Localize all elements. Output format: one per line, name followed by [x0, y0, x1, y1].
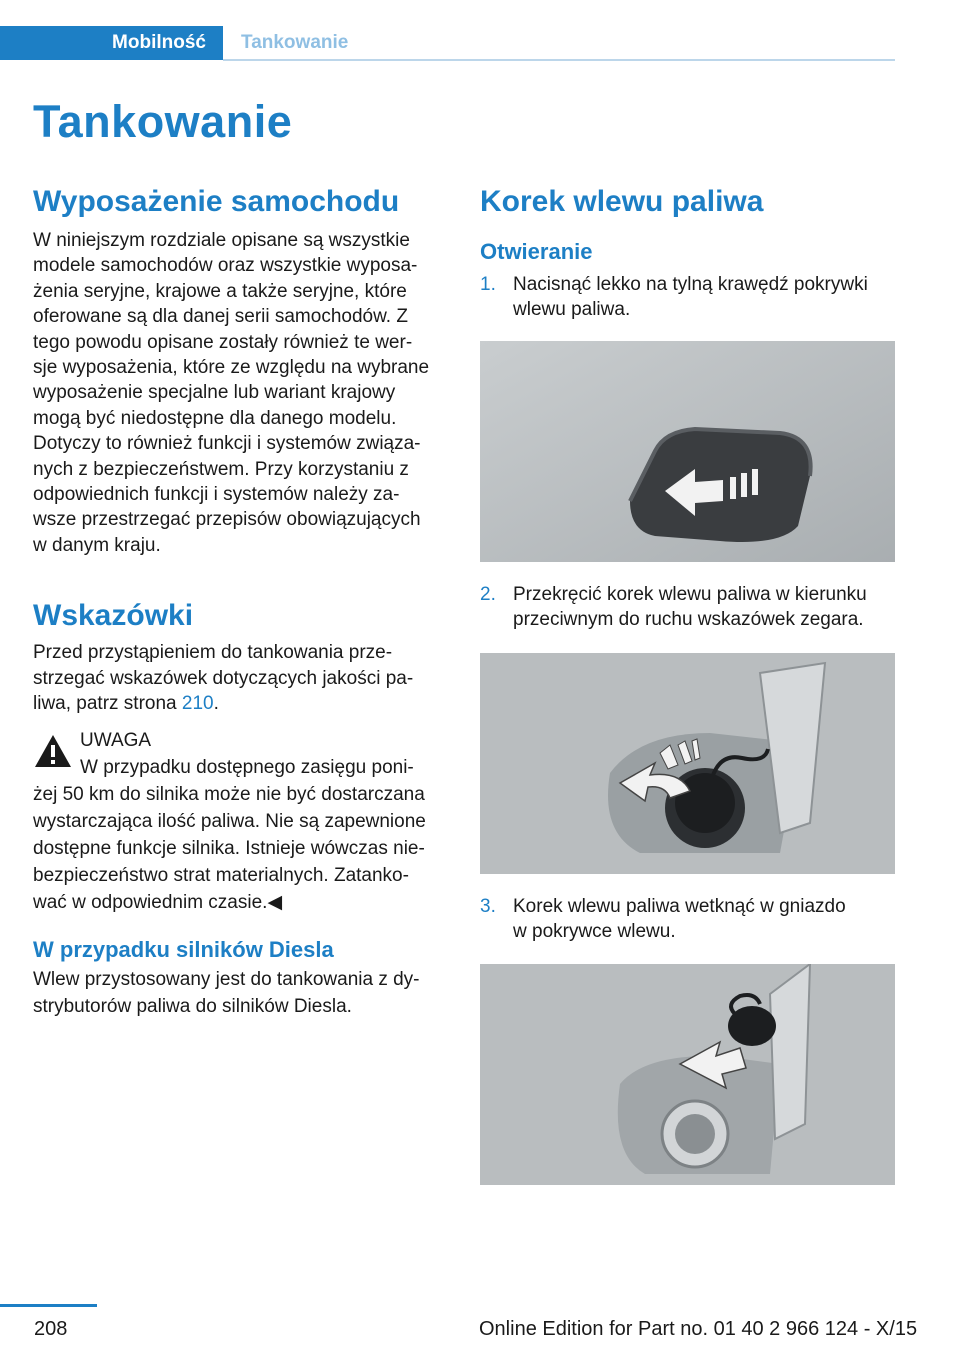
- text-line: wsze przestrzegać przepisów obowiązujących: [33, 509, 421, 531]
- chapter-tab-mobilnosc[interactable]: Mobilność: [0, 26, 223, 60]
- text-line: strybutorów paliwa do silników Diesla.: [33, 995, 352, 1017]
- text-line: w pokrywce wlewu.: [513, 921, 676, 943]
- text-line: strzegać wskazówek dotyczących jakości pa‐: [33, 667, 414, 689]
- section-title-equipment: Wyposażenie samochodu: [33, 185, 400, 218]
- photo-insert-cap: [480, 964, 895, 1185]
- text-line: W niniejszym rozdziale opisane są wszystkie: [33, 230, 410, 251]
- step-3: [480, 894, 896, 945]
- text-line: mogą być niedostępne dla danego modelu.: [33, 407, 397, 429]
- photo-turn-cap: [480, 653, 895, 874]
- text-line: wystarczająca ilość paliwa. Nie są zapewnione: [33, 810, 426, 832]
- text-line: bezpieczeństwo strat materialnych. Zatanko‐: [33, 864, 409, 886]
- section-title-fuel-cap: Korek wlewu paliwa: [480, 185, 764, 218]
- text-line: Nacisnąć lekko na tylną krawędź pokrywki: [513, 274, 868, 295]
- warning-label: UWAGA: [80, 729, 152, 751]
- photo-press-flap: [480, 341, 895, 562]
- text-line: nych z bezpieczeństwem. Przy korzystaniu z: [33, 458, 409, 480]
- text-line: odpowiednich funkcji i systemów należy za‐: [33, 484, 400, 506]
- subsection-title-opening: Otwieranie: [480, 239, 593, 264]
- page-title: Tankowanie: [33, 96, 293, 147]
- text-line: liwa, patrz strona: [33, 693, 182, 715]
- diesel-paragraph: [33, 966, 445, 1020]
- footer-rule: [0, 1304, 97, 1307]
- text-line: modele samochodów oraz wszystkie wyposa‐: [33, 255, 418, 277]
- text-line: żenia seryjne, krajowe a także seryjne, które: [33, 280, 407, 302]
- step-number: 2.: [480, 583, 496, 605]
- warning-text-indented: W przypadku dostępnego zasięgu poni‐: [80, 756, 414, 778]
- text-line: żej 50 km do silnika może nie być dostarczana: [33, 783, 425, 805]
- step-1: [480, 272, 896, 323]
- text-line: dostępne funkcje silnika. Istnieje wówczas nie‐: [33, 837, 425, 859]
- page-number: 208: [34, 1318, 68, 1340]
- edition-note: Online Edition for Part no. 01 40 2 966 124 - X/15: [479, 1318, 918, 1340]
- text-line: wlewu paliwa.: [513, 299, 631, 321]
- text-line: Przed przystąpieniem do tankowania prze‐: [33, 642, 393, 664]
- text-line: .: [213, 693, 219, 715]
- text-line: Wlew przystosowany jest do tankowania z dy‐: [33, 968, 420, 990]
- header-rule: [223, 59, 895, 61]
- text-line: sje wyposażenia, które ze względu na wybrane: [33, 357, 430, 379]
- page-link-210[interactable]: 210: [181, 693, 214, 715]
- text-line: Przekręcić korek wlewu paliwa w kierunku: [513, 583, 867, 605]
- text-line: w danym kraju.: [33, 534, 161, 556]
- section-title-hints: Wskazówki: [33, 599, 194, 633]
- subsection-title-diesel: W przypadku silników Diesla: [33, 936, 334, 962]
- step-2: [480, 582, 896, 633]
- warning-text: [33, 781, 445, 916]
- step-number: 3.: [480, 895, 496, 917]
- step-number: 1.: [480, 274, 496, 295]
- text-line: tego powodu opisane zostały również te wer‐: [33, 331, 413, 353]
- text-line: wać w odpowiednim czasie.◀: [33, 891, 283, 913]
- text-line: przeciwnym do ruchu wskazówek zegara.: [513, 609, 864, 631]
- hints-paragraph: [33, 640, 445, 716]
- right-column: [480, 180, 896, 1185]
- equipment-paragraph: [33, 228, 445, 558]
- text-line: Dotyczy to również funkcji i systemów związa‐: [33, 433, 421, 455]
- text-line: Korek wlewu paliwa wetknąć w gniazdo: [513, 895, 846, 917]
- warning-triangle-icon: [33, 733, 73, 769]
- text-line: oferowane są dla danej serii samochodów. Z: [33, 306, 408, 328]
- page-header: [0, 26, 895, 62]
- chapter-tab-tankowanie[interactable]: Tankowanie: [241, 32, 349, 53]
- text-line: wyposażenie specjalne lub wariant krajowy: [33, 382, 396, 404]
- warning-box: [33, 727, 445, 781]
- left-column: [33, 180, 445, 1020]
